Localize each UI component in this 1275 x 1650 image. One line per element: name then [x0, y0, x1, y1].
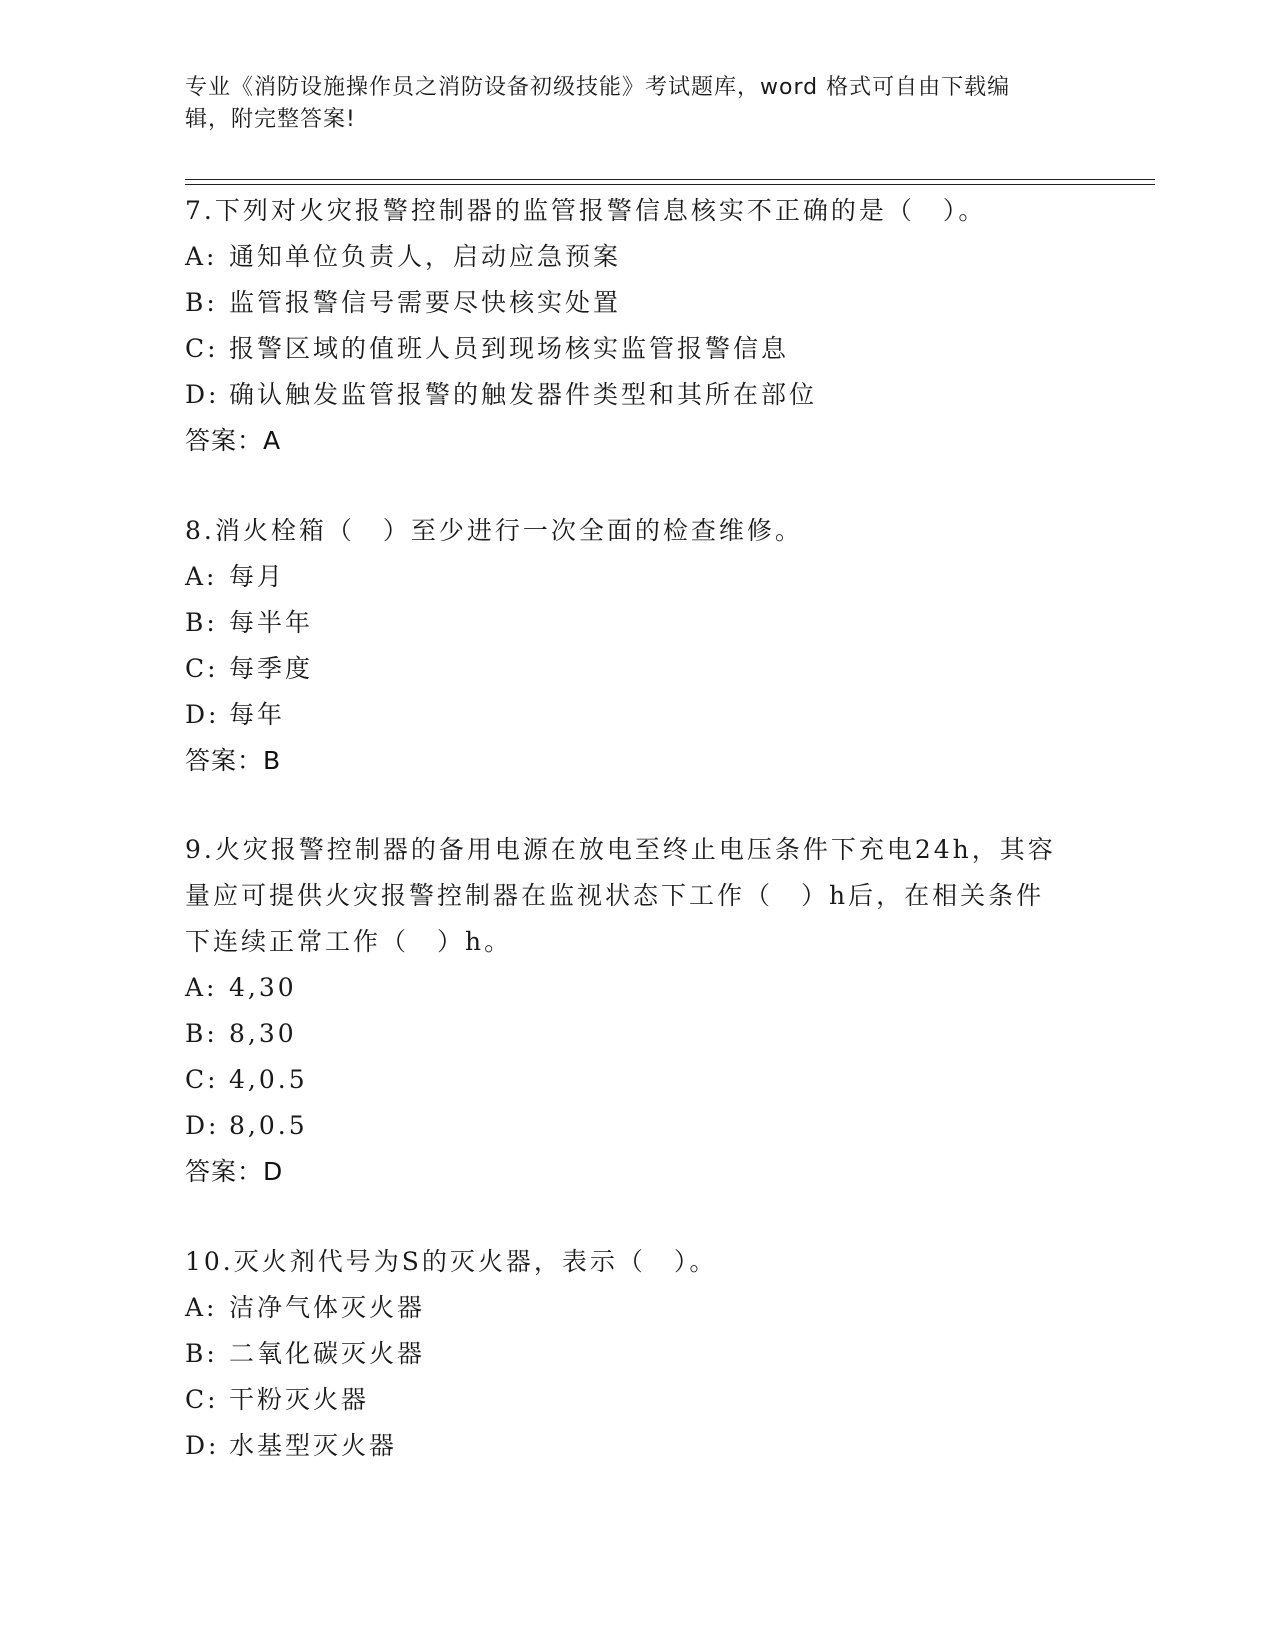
question-title-line-1: 9.火灾报警控制器的备用电源在放电至终止电压条件下充电24h，其容	[185, 835, 1056, 864]
option-c	[185, 1377, 1085, 1423]
option-text: 监管报警信号需要尽快核实处置	[229, 288, 622, 317]
option-text: 每年	[229, 700, 286, 729]
option-letter: A:	[185, 562, 218, 591]
option-letter: B:	[185, 1339, 218, 1368]
option-d	[185, 372, 1085, 418]
option-letter: D:	[185, 1431, 220, 1460]
option-letter: C:	[185, 1385, 219, 1414]
option-letter: D:	[185, 1111, 220, 1140]
option-text: 每半年	[229, 608, 314, 637]
option-text: 水基型灭火器	[229, 1431, 398, 1460]
option-b	[185, 1331, 1085, 1377]
answer-line: 答案：A	[185, 426, 282, 455]
option-letter: A:	[185, 1293, 218, 1322]
header-divider-bottom	[185, 184, 1155, 185]
question-title-line-2: 量应可提供火灾报警控制器在监视状态下工作（ ）h后，在相关条件	[185, 881, 1045, 910]
option-text: 干粉灭火器	[229, 1385, 370, 1414]
document-header	[185, 72, 1065, 136]
option-d	[185, 1103, 1085, 1149]
option-letter: C:	[185, 334, 219, 363]
option-letter: D:	[185, 700, 220, 729]
option-letter: C:	[185, 654, 219, 683]
option-b	[185, 280, 1085, 326]
option-a	[185, 554, 1085, 600]
option-letter: D:	[185, 380, 220, 409]
option-a	[185, 965, 1085, 1011]
option-text: 8,0.5	[229, 1111, 308, 1140]
option-letter: A:	[185, 242, 218, 271]
question-title: 7.下列对火灾报警控制器的监管报警信息核实不正确的是（ ）。	[185, 196, 987, 225]
option-c	[185, 646, 1085, 692]
option-text: 确认触发监管报警的触发器件类型和其所在部位	[229, 380, 818, 409]
option-text: 每季度	[229, 654, 314, 683]
option-letter: A:	[185, 973, 218, 1002]
option-text: 8,30	[229, 1019, 297, 1048]
option-a	[185, 1285, 1085, 1331]
option-text: 洁净气体灭火器	[229, 1293, 426, 1322]
answer-line: 答案：B	[185, 746, 282, 775]
option-d	[185, 1423, 1085, 1469]
option-text: 通知单位负责人，启动应急预案	[229, 242, 622, 271]
option-text: 4,0.5	[229, 1065, 308, 1094]
option-letter: B:	[185, 1019, 218, 1048]
option-letter: B:	[185, 288, 218, 317]
option-letter: C:	[185, 1065, 219, 1094]
option-d	[185, 692, 1085, 738]
option-a	[185, 234, 1085, 280]
option-text: 4,30	[229, 973, 297, 1002]
question-7	[185, 188, 1085, 464]
question-title: 8.消火栓箱（ ）至少进行一次全面的检查维修。	[185, 516, 803, 545]
option-text: 二氧化碳灭火器	[229, 1339, 426, 1368]
question-10	[185, 1239, 1085, 1469]
option-letter: B:	[185, 608, 218, 637]
question-title: 10.灭火剂代号为S的灭火器，表示（ ）。	[185, 1247, 718, 1276]
option-b	[185, 1011, 1085, 1057]
question-9	[185, 827, 1085, 1195]
header-line-1: 专业《消防设施操作员之消防设备初级技能》考试题库，word 格式可自由下载编	[185, 75, 1011, 100]
option-c	[185, 1057, 1085, 1103]
answer-line: 答案：D	[185, 1157, 284, 1186]
question-8	[185, 508, 1085, 784]
option-b	[185, 600, 1085, 646]
question-title-line-3: 下连续正常工作（ ）h。	[185, 927, 513, 956]
header-line-2: 辑，附完整答案!	[185, 107, 356, 132]
option-text: 报警区域的值班人员到现场核实监管报警信息	[229, 334, 790, 363]
option-text: 每月	[229, 562, 286, 591]
header-divider-top	[185, 179, 1155, 180]
option-c	[185, 326, 1085, 372]
